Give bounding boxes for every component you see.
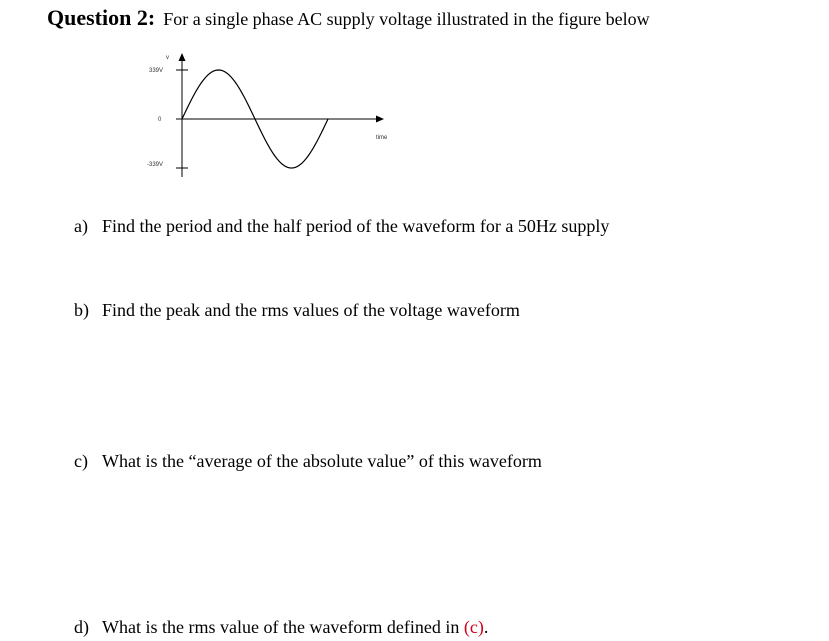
x-axis-arrow bbox=[376, 116, 384, 123]
part-c bbox=[74, 451, 542, 472]
part-a bbox=[74, 216, 609, 237]
tick-label-bottom: -339V bbox=[147, 162, 164, 168]
tick-label-top: 339V bbox=[149, 68, 164, 74]
y-axis-arrow bbox=[179, 53, 186, 61]
part-a-letter: a) bbox=[74, 216, 88, 236]
part-b-text: Find the peak and the rms values of the voltage waveform bbox=[102, 300, 520, 320]
part-a-text: Find the period and the half period of the waveform for a 50Hz supply bbox=[102, 216, 610, 236]
part-c-text: What is the “average of the absolute value” of this waveform bbox=[102, 451, 542, 471]
question-label: Question 2: bbox=[47, 5, 156, 30]
x-axis-label: time bbox=[376, 135, 388, 141]
part-b-letter: b) bbox=[74, 300, 89, 320]
part-d-text: What is the rms value of the waveform defined in bbox=[102, 617, 460, 637]
part-c-letter: c) bbox=[74, 451, 88, 471]
question-header bbox=[47, 5, 650, 31]
part-b bbox=[74, 300, 520, 321]
part-d bbox=[74, 617, 488, 638]
part-d-letter: d) bbox=[74, 617, 89, 637]
tick-label-zero: 0 bbox=[158, 117, 162, 123]
question-text: For a single phase AC supply voltage illustrated in the figure below bbox=[163, 9, 650, 29]
y-axis-label: v bbox=[166, 55, 169, 61]
part-d-reference: (c) bbox=[463, 617, 484, 637]
waveform-svg bbox=[140, 50, 410, 190]
part-d-period: . bbox=[483, 617, 489, 637]
waveform-figure bbox=[140, 50, 410, 190]
